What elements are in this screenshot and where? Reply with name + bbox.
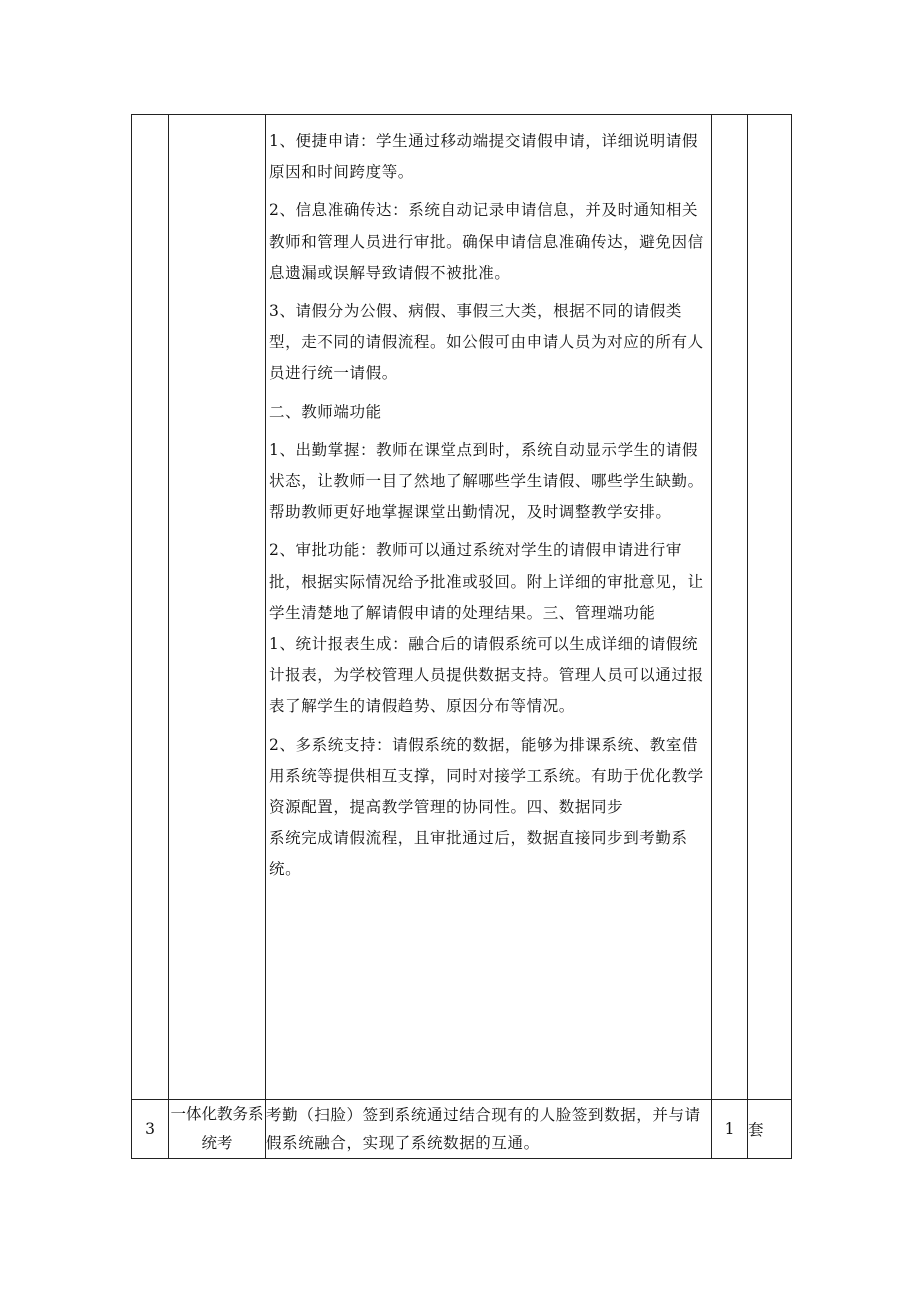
name-cell	[169, 115, 266, 1100]
paragraph: 2、信息准确传达：系统自动记录申请信息，并及时通知相关教师和管理人员进行审批。确保申请信息准确传达，避免因信息遗漏或误解导致请假不被批准。	[269, 201, 704, 282]
paragraph: 系统完成请假流程，且审批通过后，数据直接同步到考勤系统。	[269, 829, 688, 879]
unit-cell	[748, 115, 792, 1100]
quantity-cell	[712, 115, 748, 1100]
specification-table	[131, 114, 792, 1159]
paragraph: 1、便捷申请：学生通过移动端提交请假申请，详细说明请假原因和时间跨度等。	[269, 132, 699, 182]
quantity-cell: 1	[712, 1100, 748, 1159]
section-heading: 二、教师端功能	[269, 402, 382, 421]
paragraph: 2、审批功能：教师可以通过系统对学生的请假申请进行审批，根据实际情况给予批准或驳回。附上详细的审批意见，让学生清楚地了解请假申请的处理结果。三、管理端功能	[269, 541, 704, 622]
table-row	[132, 1100, 792, 1159]
table-row	[132, 115, 792, 1100]
description-text	[266, 115, 711, 886]
index-cell	[132, 115, 169, 1100]
name-cell: 一体化教务系统考	[169, 1100, 266, 1159]
description-cell: 考勤（扫脸）签到系统通过结合现有的人脸签到数据，并与请假系统融合，实现了系统数据的互通。	[266, 1100, 712, 1159]
paragraph: 1、出勤掌握：教师在课堂点到时，系统自动显示学生的请假状态，让教师一目了然地了解哪些学生请假、哪些学生缺勤。帮助教师更好地掌握课堂出勤情况，及时调整教学安排。	[269, 440, 704, 522]
paragraph: 2、多系统支持：请假系统的数据，能够为排课系统、教室借用系统等提供相互支撑，同时对接学工系统。有助于优化教学资源配置，提高教学管理的协同性。四、数据同步	[269, 735, 704, 817]
paragraph: 1、统计报表生成：融合后的请假系统可以生成详细的请假统计报表，为学校管理人员提供数据支持。管理人员可以通过报表了解学生的请假趋势、原因分布等情况。	[269, 635, 704, 716]
index-cell: 3	[132, 1100, 169, 1159]
paragraph: 3、请假分为公假、病假、事假三大类，根据不同的请假类型，走不同的请假流程。如公假可由申请人员为对应的所有人员进行统一请假。	[269, 302, 704, 383]
description-cell	[266, 115, 712, 1100]
unit-cell: 套	[748, 1100, 792, 1159]
